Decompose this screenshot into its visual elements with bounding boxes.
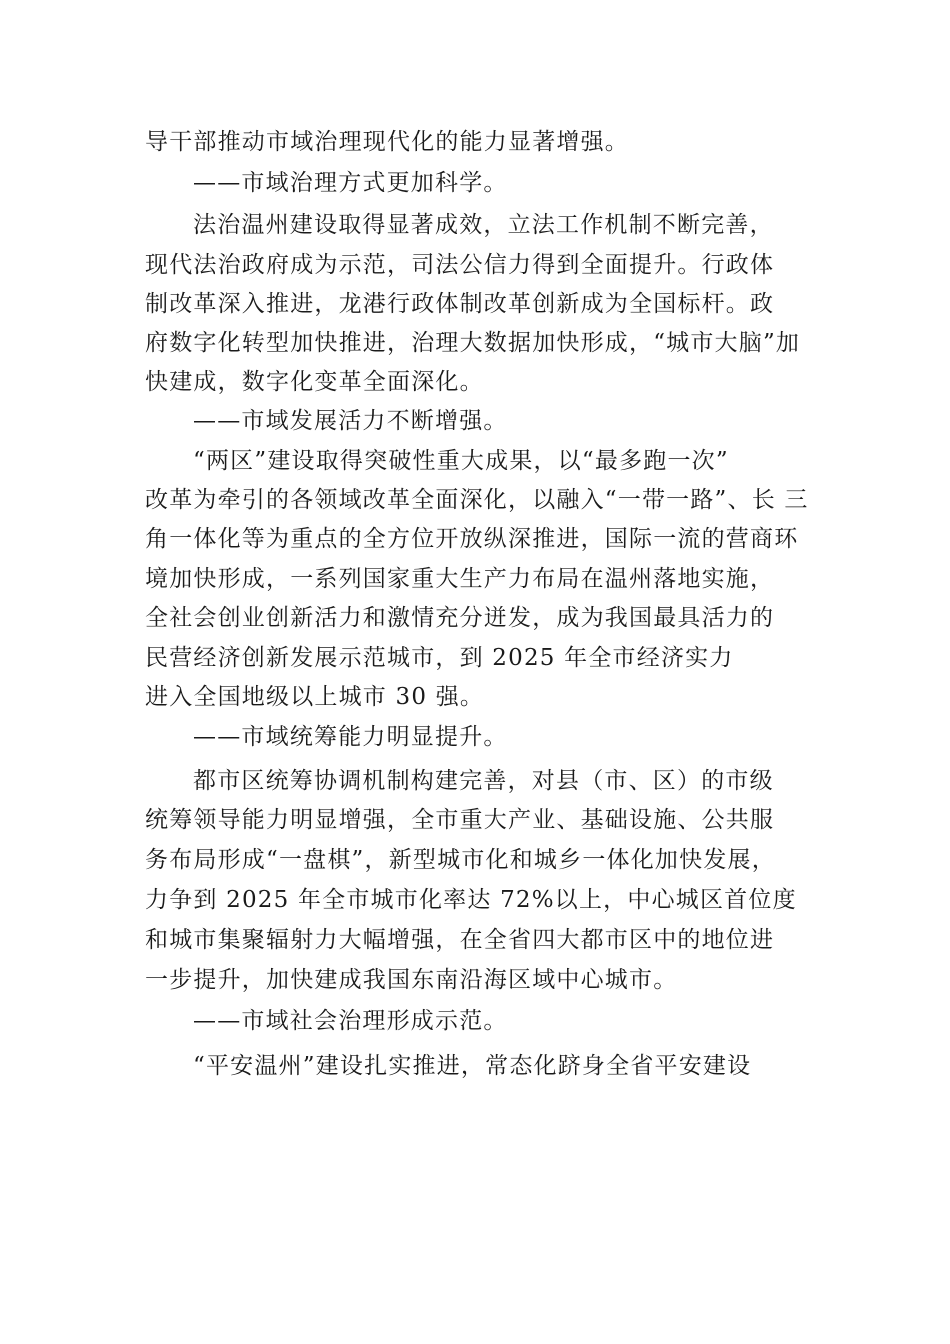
text-line-4: 现代法治政府成为示范，司法公信力得到全面提升。行政体 [145,252,775,278]
text-line-14: 民营经济创新发展示范城市，到 2025 年全市经济实力 [145,645,734,671]
text-line-6: 府数字化转型加快推进，治理大数据加快形成，“城市大脑”加 [145,330,801,356]
section-heading-coordination-capacity: ——市域统筹能力明显提升。 [193,724,508,750]
text-line-15: 进入全国地级以上城市 30 强。 [145,684,485,710]
text-line-10: 改革为牵引的各领域改革全面深化，以融入“一带一路”、长 三 [145,487,809,513]
section-heading-development-vitality: ——市域发展活力不断增强。 [193,408,508,434]
section-heading-social-governance: ——市域社会治理形成示范。 [193,1008,508,1034]
text-line-12: 境加快形成，一系列国家重大生产力布局在温州落地实施， [145,566,775,592]
text-line-21: 和城市集聚辐射力大幅增强，在全省四大都市区中的地位进 [145,927,775,953]
text-line-24: “平安温州”建设扎实推进，常态化跻身全省平安建设 [193,1053,752,1079]
text-line-5: 制改革深入推进，龙港行政体制改革创新成为全国标杆。政 [145,291,775,317]
text-line-7: 快建成，数字化变革全面深化。 [145,369,484,395]
text-line-19: 务布局形成“一盘棋”，新型城市化和城乡一体化加快发展， [145,847,776,873]
text-line-22: 一步提升，加快建成我国东南沿海区域中心城市。 [145,967,678,993]
text-line-13: 全社会创业创新活力和激情充分迸发，成为我国最具活力的 [145,605,775,631]
text-line-3: 法治温州建设取得显著成效，立法工作机制不断完善， [193,212,774,238]
text-line-11: 角一体化等为重点的全方位开放纵深推进，国际一流的营商环 [145,526,799,552]
text-line-18: 统筹领导能力明显增强，全市重大产业、基础设施、公共服 [145,807,775,833]
text-line-17: 都市区统筹协调机制构建完善，对县（市、区）的市级 [193,768,774,794]
section-heading-governance-methods: ——市域治理方式更加科学。 [193,170,508,196]
text-line-20: 力争到 2025 年全市城市化率达 72%以上，中心城区首位度 [145,887,797,913]
text-line-1: 导干部推动市域治理现代化的能力显著增强。 [145,129,629,155]
text-line-9: “两区”建设取得突破性重大成果，以“最多跑一次” [193,448,729,474]
